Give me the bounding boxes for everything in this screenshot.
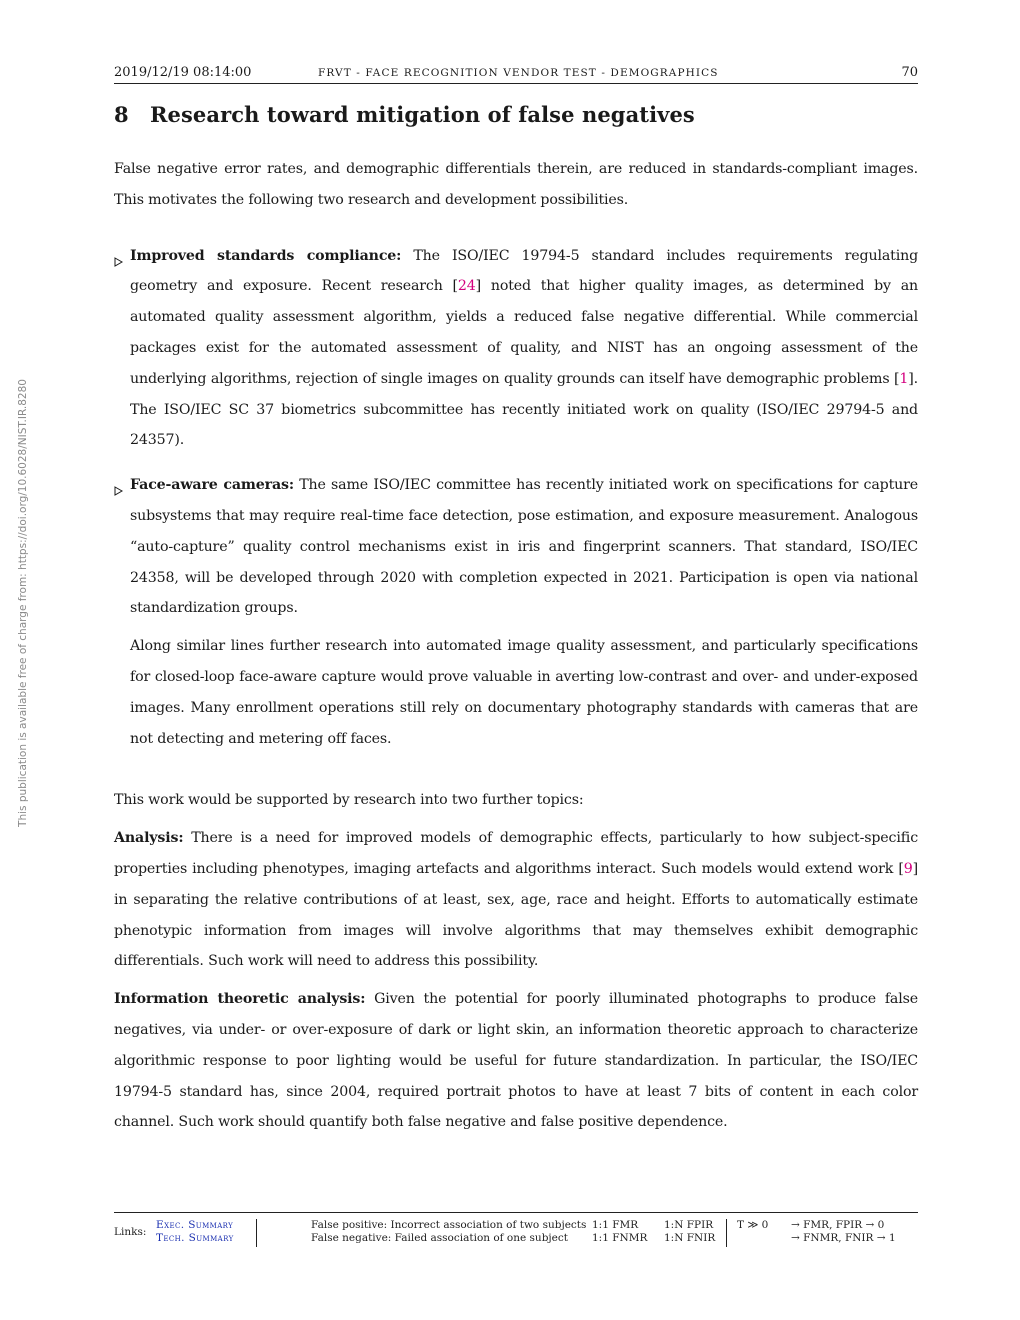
section-number: 8 — [114, 102, 129, 127]
page-body — [114, 62, 918, 1138]
citation-link[interactable]: 1 — [899, 370, 909, 387]
false-positive-definition: False positive: Incorrect association of two subjects — [311, 1219, 587, 1231]
bullet-face-aware-cameras-para2: Along similar lines further research into automated image quality assessment, and particularly specifications for closed-loop face-aware capture would prove valuable in averting low-contrast and over- and under-exposed images. Many enrollment operations still rely on documentary photography standards with cameras that are not detecting and metering off faces. — [130, 638, 918, 747]
info-theoretic-paragraph — [114, 984, 918, 1138]
bullet-text: The same ISO/IEC committee has recently initiated work on specifications for capture subsystems that may require real-time face detection, pose estimation, and exposure measurement. Analogous “auto-capture” quality control mechanisms exist in iris and fingerprint scanners. That standard, ISO/IEC 24358, will be developed through 2020 with completion expected in 2021. Participation is open via national standardization groups. — [130, 477, 918, 617]
citation-link[interactable]: 9 — [903, 860, 913, 877]
info-theoretic-text: Given the potential for poorly illuminated photographs to produce false negatives, via under- or over-exposure of dark or light skin, an information theoretic approach to characterize algorithmic response to poor lighting would be useful for future standardization. In particular, the ISO/IEC 19794-5 standard has, since 2004, required portrait photos to have at least 7 bits of content in each color channel. Such work should quantify both false negative and false positive dependence. — [114, 991, 918, 1131]
fmr-label: 1:1 FMR — [592, 1219, 639, 1231]
section-title: Research toward mitigation of false negatives — [150, 102, 695, 127]
section-heading — [114, 102, 918, 127]
false-negative-definition: False negative: Failed association of one subject — [311, 1232, 568, 1244]
tech-summary-link[interactable]: Tech. Summary — [156, 1232, 234, 1244]
triangle-bullet-icon — [114, 252, 123, 271]
exec-summary-link[interactable]: Exec. Summary — [156, 1219, 234, 1231]
bullet-text: The ISO/IEC 19794-5 standard includes requirements regulating geometry and exposure. Recent research [ — [130, 247, 919, 295]
fnir-label: 1:N FNIR — [664, 1232, 716, 1244]
analysis-text: There is a need for improved models of demographic effects, particularly to how subject-specific properties including phenotypes, imaging artefacts and algorithms interact. Such models would extend work [ — [114, 830, 918, 877]
analysis-paragraph — [114, 823, 918, 977]
page-footer — [114, 1212, 918, 1253]
header-date: 2019/12/19 08:14:00 — [114, 65, 252, 80]
bullet-face-aware-cameras-text — [130, 470, 918, 624]
bullet-text: ]. The ISO/IEC SC 37 biometrics subcommittee has recently initiated work on quality (ISO/IEC 29794-5 and 24357). — [130, 370, 918, 449]
further-topics-intro: This work would be supported by research into two further topics: — [114, 792, 584, 809]
bullet-text: ] noted that higher quality images, as determined by an automated quality assessment algorithm, yields a reduced false negative differential. While commercial packages exist for the automated assessment of quality, and NIST has an ongoing assessment of the underlying algorithms, rejection of single images on quality grounds can itself have demographic problems [ — [130, 278, 918, 387]
info-theoretic-title: Information theoretic analysis: — [114, 991, 366, 1008]
citation-link[interactable]: 24 — [457, 278, 476, 295]
triangle-bullet-icon — [114, 481, 123, 500]
bullet-title: Face-aware cameras: — [130, 477, 294, 494]
threshold-label: T ≫ 0 — [737, 1219, 769, 1231]
doi-side-stamp — [11, 360, 35, 845]
false-positive-limit: → FMR, FPIR → 0 — [791, 1219, 885, 1231]
footer-divider — [256, 1219, 257, 1247]
bullet-face-aware-cameras — [114, 470, 918, 754]
doi-side-stamp-text: This publication is available free of charge from: https://doi.org/10.6028/NIST.IR.8280 — [17, 378, 30, 827]
bullet-title: Improved standards compliance: — [130, 247, 402, 264]
intro-paragraph: False negative error rates, and demographic differentials therein, are reduced in standards-compliant images. This motivates the following two research and development possibilities. — [114, 161, 918, 208]
bullet-list — [114, 241, 918, 755]
footer-links-label: Links: — [114, 1226, 147, 1238]
false-negative-limit: → FNMR, FNIR → 1 — [791, 1232, 896, 1244]
footer-divider — [726, 1219, 727, 1247]
header-running-title: FRVT - FACE RECOGNITION VENDOR TEST - DEMOGRAPHICS — [318, 67, 719, 79]
analysis-text: ] in separating the relative contributions of at least, sex, age, race and height. Efforts to automatically estimate phenotypic information from images will involve algorithms that may themselves exhibit demographic differentials. Such work will need to address this possibility. — [114, 860, 918, 970]
analysis-title: Analysis: — [114, 830, 184, 847]
header-page-number: 70 — [901, 65, 918, 80]
fnmr-label: 1:1 FNMR — [592, 1232, 648, 1244]
bullet-standards-compliance — [114, 241, 918, 457]
fpir-label: 1:N FPIR — [664, 1219, 714, 1231]
bullet-standards-compliance-text — [130, 241, 918, 457]
page-header — [114, 62, 918, 84]
